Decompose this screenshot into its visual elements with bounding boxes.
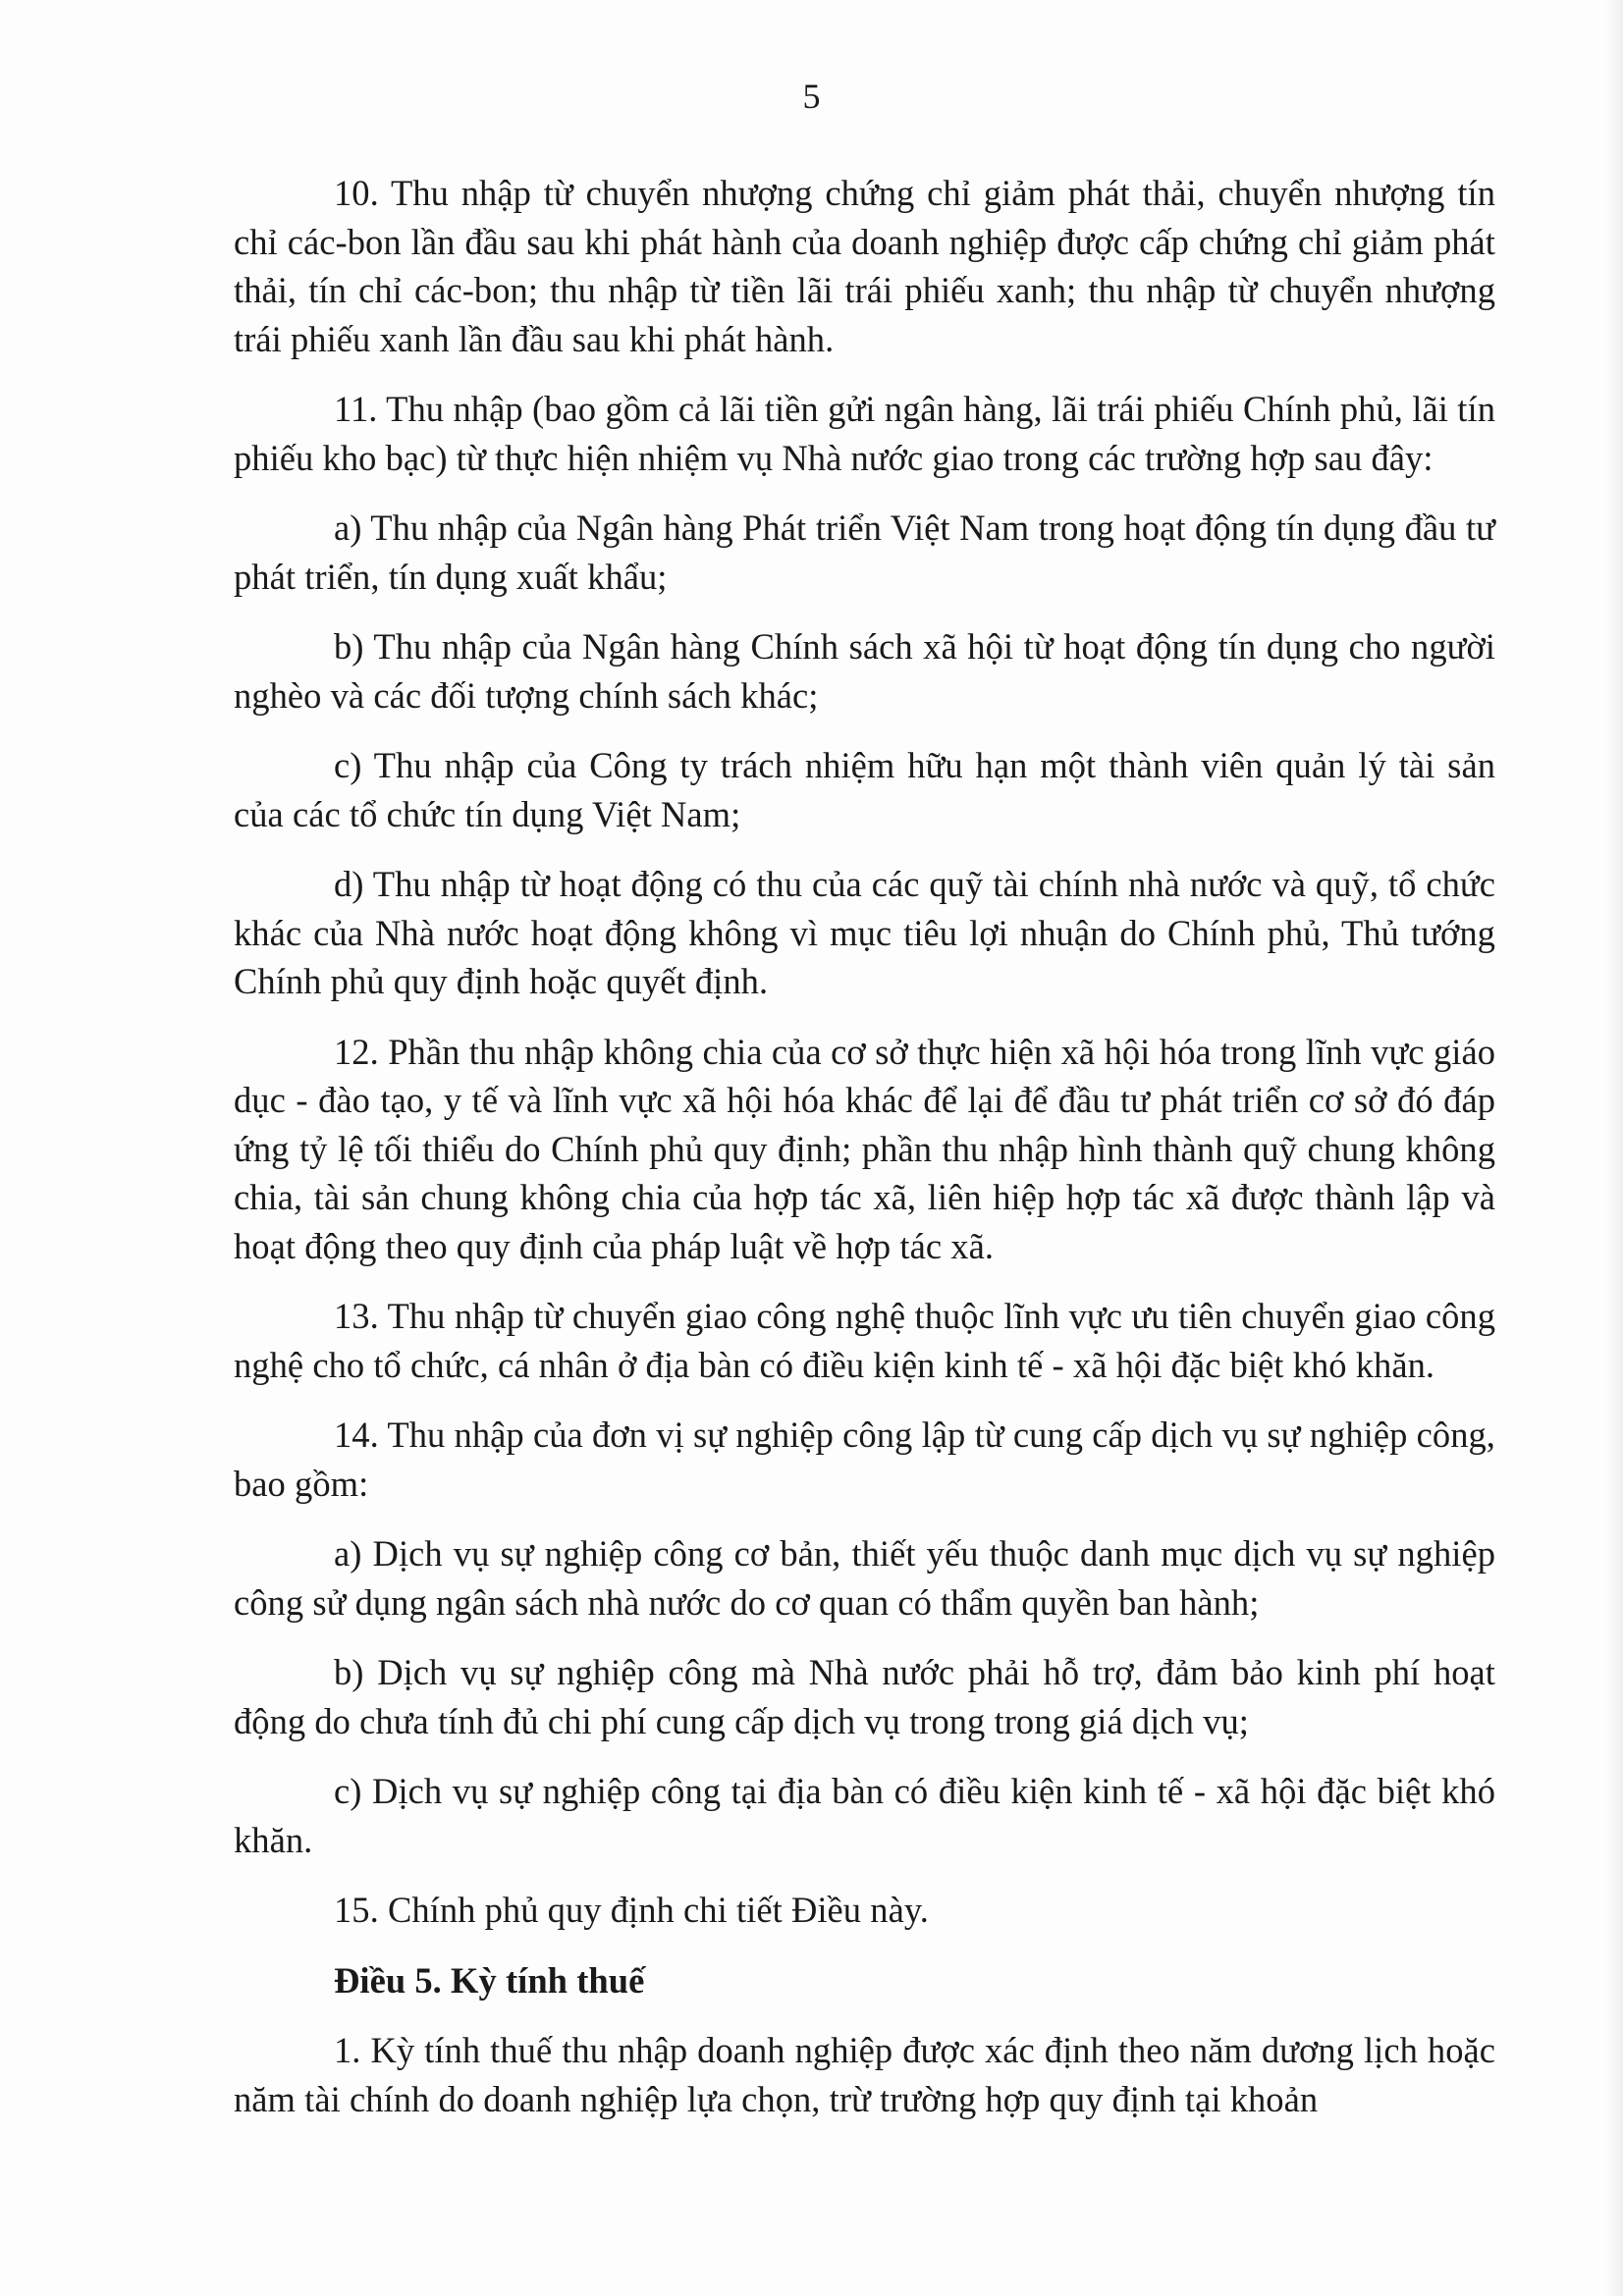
paragraph-11d: d) Thu nhập từ hoạt động có thu của các quỹ tài chính nhà nước và quỹ, tổ chức khác của Nhà nước hoạt động không vì mục tiêu lợi nhuận do Chính phủ, Thủ tướng Chính phủ quy định hoặc quyết định. [234,864,1495,1001]
paragraph-11: 11. Thu nhập (bao gồm cả lãi tiền gửi ngân hàng, lãi trái phiếu Chính phủ, lãi tín phiếu kho bạc) từ thực hiện nhiệm vụ Nhà nước giao trong các trường hợp sau đây: [234,389,1495,478]
paragraph-15: 15. Chính phủ quy định chi tiết Điều này. [334,1890,929,1930]
article-5-paragraph-1: 1. Kỳ tính thuế thu nhập doanh nghiệp được xác định theo năm dương lịch hoặc năm tài chính do doanh nghiệp lựa chọn, trừ trường hợp quy định tại khoản [234,2030,1495,2119]
paragraph-14a: a) Dịch vụ sự nghiệp công cơ bản, thiết yếu thuộc danh mục dịch vụ sự nghiệp công sử dụng ngân sách nhà nước do cơ quan có thẩm quyền ban hành; [234,1533,1495,1623]
paragraph-12: 12. Phần thu nhập không chia của cơ sở thực hiện xã hội hóa trong lĩnh vực giáo dục - đào tạo, y tế và lĩnh vực xã hội hóa khác để lại để đầu tư phát triển cơ sở đó đáp ứng tỷ lệ tối thiểu do Chính phủ quy định; phần thu nhập hình thành quỹ chung không chia, tài sản chung không chia của hợp tác xã, liên hiệp hợp tác xã được thành lập và hoạt động theo quy định của pháp luật về hợp tác xã. [234,1031,1495,1266]
paragraph-14: 14. Thu nhập của đơn vị sự nghiệp công lập từ cung cấp dịch vụ sự nghiệp công, bao gồm: [234,1415,1495,1504]
paragraph-11b: b) Thu nhập của Ngân hàng Chính sách xã hội từ hoạt động tín dụng cho người nghèo và các đối tượng chính sách khác; [234,626,1495,716]
paragraph-13: 13. Thu nhập từ chuyển giao công nghệ thuộc lĩnh vực ưu tiên chuyển giao công nghệ cho tổ chức, cá nhân ở địa bàn có điều kiện kinh tế - xã hội đặc biệt khó khăn. [234,1296,1495,1385]
document-body [234,169,1495,2145]
page-number: 5 [802,77,821,116]
scan-edge-shadow [1605,0,1623,2296]
paragraph-14c: c) Dịch vụ sự nghiệp công tại địa bàn có điều kiện kinh tế - xã hội đặc biệt khó khăn. [234,1771,1495,1860]
paragraph-14b: b) Dịch vụ sự nghiệp công mà Nhà nước phải hỗ trợ, đảm bảo kinh phí hoạt động do chưa tính đủ chi phí cung cấp dịch vụ trong trong giá dịch vụ; [234,1652,1495,1741]
article-5-heading: Điều 5. Kỳ tính thuế [334,1959,645,2001]
paragraph-11a: a) Thu nhập của Ngân hàng Phát triển Việt Nam trong hoạt động tín dụng đầu tư phát triển, tín dụng xuất khẩu; [234,507,1495,597]
paragraph-10: 10. Thu nhập từ chuyển nhượng chứng chỉ giảm phát thải, chuyển nhượng tín chỉ các-bon lần đầu sau khi phát hành của doanh nghiệp được cấp chứng chỉ giảm phát thải, tín chỉ các-bon; thu nhập từ tiền lãi trái phiếu xanh; thu nhập từ chuyển nhượng trái phiếu xanh lần đầu sau khi phát hành. [234,173,1495,359]
paragraph-11c: c) Thu nhập của Công ty trách nhiệm hữu hạn một thành viên quản lý tài sản của các tổ chức tín dụng Việt Nam; [234,745,1495,834]
